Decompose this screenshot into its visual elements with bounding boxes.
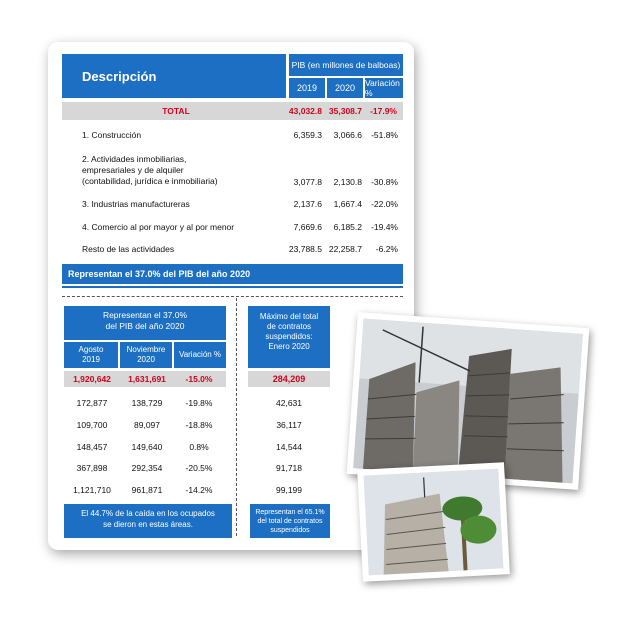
right-value: 99,199 [276, 485, 302, 495]
total-row [62, 102, 403, 120]
row-label: 3. Industrias manufactureras [82, 199, 190, 209]
right-table-header: Máximo del total de contratos suspendidos: Enero 2020 [248, 306, 330, 368]
right-value: 14,544 [276, 442, 302, 452]
right-footer: Representan el 65.1% del total de contratos suspendidos [250, 504, 330, 538]
header-variacion-left: Variación % [174, 342, 226, 368]
left-total-row [64, 371, 226, 387]
left-c: -19.8% [185, 398, 213, 408]
left-a: 367,898 [76, 463, 108, 473]
total-2019: 43,032.8 [288, 106, 322, 116]
row-var: -19.4% [371, 222, 398, 232]
right-value: 42,631 [276, 398, 302, 408]
row-2019: 3,077.8 [293, 177, 322, 187]
row-2020: 22,258.7 [328, 244, 362, 254]
left-a: 148,457 [76, 442, 108, 452]
left-total-c: -15.0% [185, 374, 213, 384]
row-2020: 6,185.2 [333, 222, 362, 232]
left-b: 961,871 [131, 485, 163, 495]
left-c: -20.5% [185, 463, 213, 473]
total-2020: 35,308.7 [328, 106, 362, 116]
row-2019: 2,137.6 [293, 199, 322, 209]
row-var: -51.8% [371, 130, 398, 140]
construction-photo-small [357, 462, 510, 582]
dashed-divider-vertical [236, 298, 237, 536]
row-2020: 3,066.6 [333, 130, 362, 140]
header-description: Descripción [62, 54, 286, 98]
left-b: 149,640 [131, 442, 163, 452]
left-c: 0.8% [189, 442, 209, 452]
left-a: 172,877 [76, 398, 108, 408]
row-var: -30.8% [371, 177, 398, 187]
left-c: -18.8% [185, 420, 213, 430]
right-total: 284,209 [248, 371, 330, 387]
left-total-a: 1,920,642 [73, 374, 111, 384]
row-2019: 23,788.5 [288, 244, 322, 254]
row-2020: 1,667.4 [333, 199, 362, 209]
left-a: 1,121,710 [73, 485, 111, 495]
row-label: Resto de las actividades [82, 244, 175, 254]
total-var: -17.9% [370, 106, 397, 116]
row-2020: 2,130.8 [333, 177, 362, 187]
header-2019: 2019 [289, 78, 325, 98]
banner-underline [62, 286, 403, 288]
header-noviembre: Noviembre 2020 [120, 342, 172, 368]
left-table-header: Representan el 37.0% del PIB del año 2020 [64, 306, 226, 340]
header-pib: PIB (en millones de balboas) [289, 54, 403, 76]
row-var: -22.0% [371, 199, 398, 209]
row-2019: 7,669.6 [293, 222, 322, 232]
total-label: TOTAL [162, 106, 190, 116]
right-value: 36,117 [276, 420, 302, 430]
left-b: 89,097 [134, 420, 160, 430]
header-2020: 2020 [327, 78, 363, 98]
left-b: 138,729 [131, 398, 163, 408]
left-b: 292,354 [131, 463, 163, 473]
row-var: -6.2% [375, 244, 398, 254]
left-footer: El 44.7% de la caída en los ocupados se dieron en estas áreas. [64, 504, 232, 538]
left-a: 109,700 [76, 420, 108, 430]
building-palm-image [363, 469, 503, 576]
row-2019: 6,359.3 [293, 130, 322, 140]
banner-representan: Representan el 37.0% del PIB del año 2020 [62, 264, 403, 284]
right-value: 91,718 [276, 463, 302, 473]
skyscraper-construction-image [353, 319, 583, 484]
left-total-b: 1,631,691 [128, 374, 166, 384]
row-label: 2. Actividades inmobiliarias, empresariales y de alquiler (contabilidad, jurídica e inmobiliaria) [82, 154, 218, 186]
header-variacion: Variación % [365, 78, 403, 98]
row-label: 1. Construcción [82, 130, 142, 140]
header-agosto: Agosto 2019 [64, 342, 118, 368]
row-label: 4. Comercio al por mayor y al por menor [82, 222, 235, 232]
dashed-divider-horizontal [62, 296, 403, 297]
left-c: -14.2% [185, 485, 213, 495]
